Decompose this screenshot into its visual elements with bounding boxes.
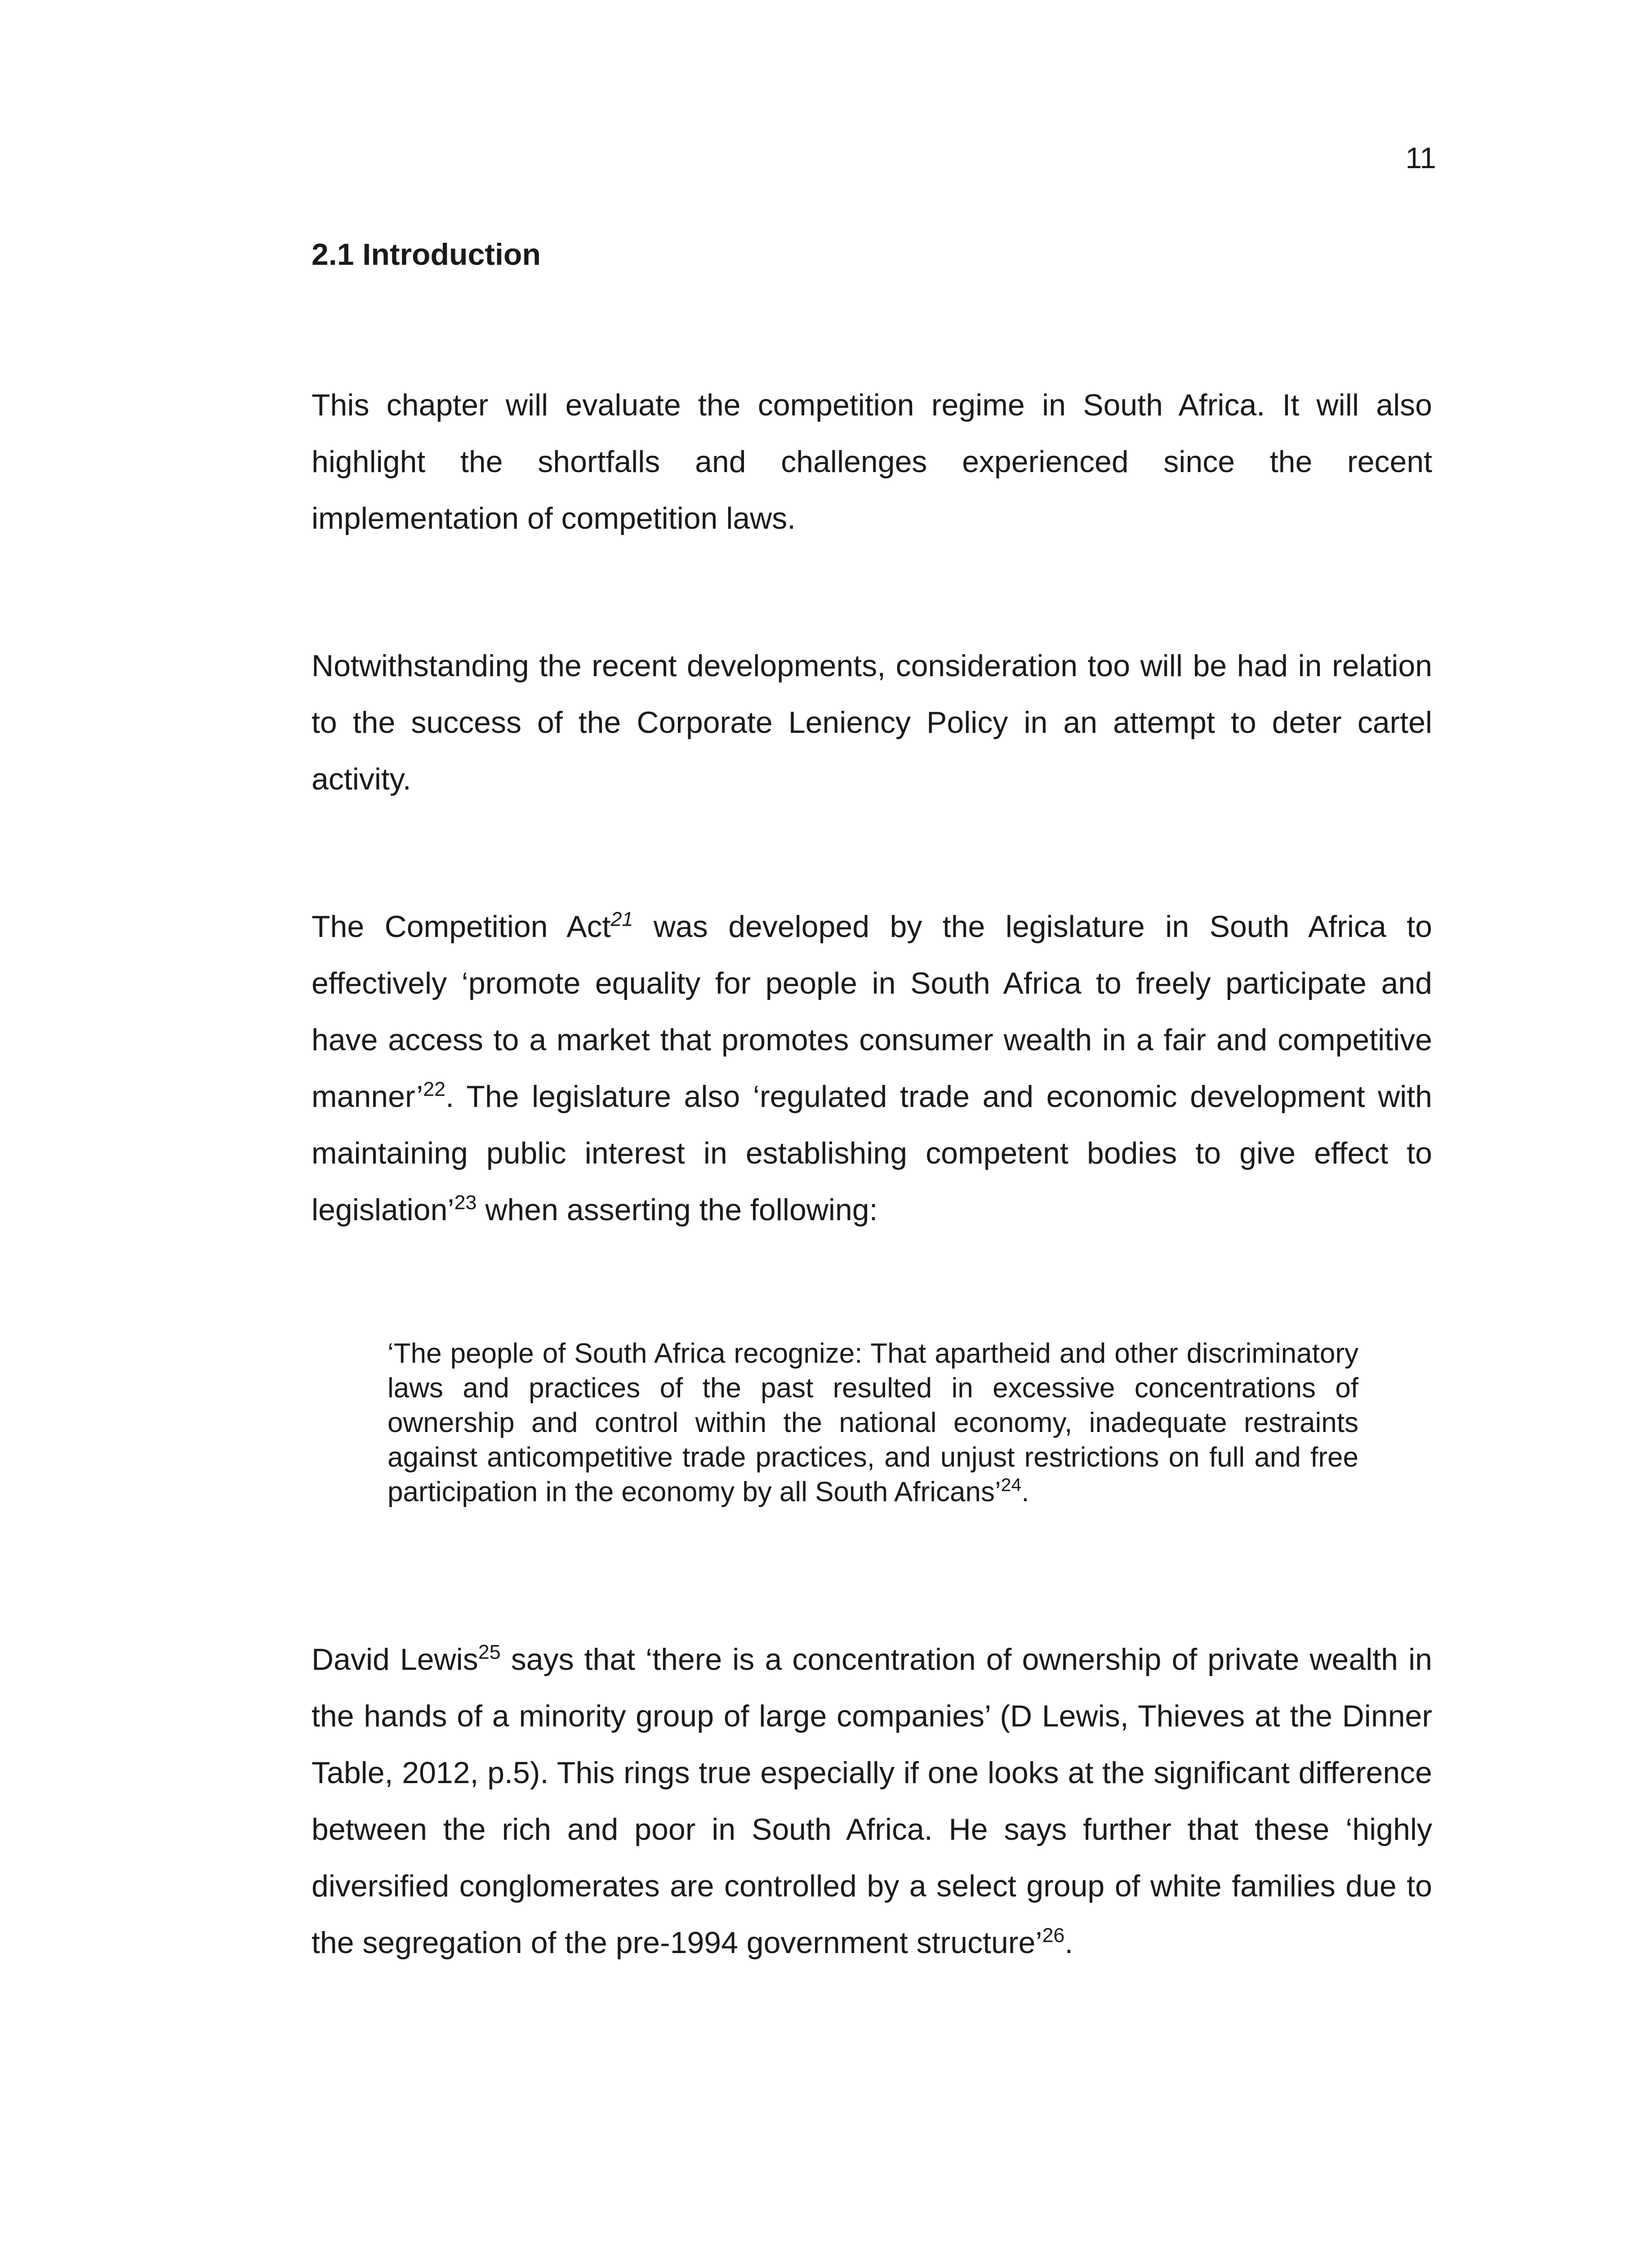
paragraph-end: . (1064, 1926, 1073, 1960)
section-heading: 2.1 Introduction (312, 237, 541, 272)
paragraph-david-lewis (312, 1631, 1432, 1971)
footnote-ref-21: 21 (610, 907, 633, 931)
footnote-ref-26: 26 (1042, 1923, 1065, 1947)
paragraph-text: says that ‘there is a concentration of ownership of private wealth in the hands of a minority group of large companies’ (D Lewis, Thieves at the Dinner Table, 2012, p.5). This rings true especially if one looks at the significant difference between the rich and poor in South Africa. He says further that these ‘highly diversified conglomerates are controlled by a select group of white families due to the segregation of the pre-1994 government structure’ (312, 1642, 1432, 1960)
footnote-ref-24: 24 (1001, 1474, 1022, 1495)
quote-end: . (1021, 1476, 1029, 1508)
footnote-ref-22: 22 (423, 1077, 446, 1101)
footnote-ref-25: 25 (478, 1640, 501, 1664)
paragraph-text: The Competition Act (312, 910, 611, 944)
paragraph-text: . The legislature also ‘regulated trade and economic development with maintaining public interest in establishing competent bodies to give effect to legislation’ (312, 1079, 1432, 1227)
paragraph-competition-act (312, 898, 1432, 1238)
page-number: 11 (1405, 141, 1436, 174)
paragraph-text: when asserting the following: (476, 1193, 878, 1227)
block-quote (387, 1336, 1358, 1509)
paragraph-leniency: Notwithstanding the recent developments, consideration too will be had in relation to the success of the Corporate Leniency Policy in an attempt to deter cartel activity. (312, 649, 1432, 796)
quote-text: ‘The people of South Africa recognize: That apartheid and other discriminatory laws and practices of the past resulted in excessive concentrations of ownership and control within the national economy, inadequate restraints against anticompetitive trade practices, and unjust restrictions on full and free participation in the economy by all South Africans’ (387, 1338, 1358, 1508)
footnote-ref-23: 23 (454, 1191, 477, 1214)
paragraph-text: was developed by the legislature in South Africa to effectively ‘promote equality for people in South Africa to freely participate and have access to a market that promotes consumer wealth in a fair and competitive manner’ (312, 910, 1433, 1114)
paragraph-evaluation: This chapter will evaluate the competition regime in South Africa. It will also highlight the shortfalls and challenges experienced since the recent implementation of competition laws. (312, 388, 1432, 535)
paragraph-text: David Lewis (312, 1642, 478, 1677)
